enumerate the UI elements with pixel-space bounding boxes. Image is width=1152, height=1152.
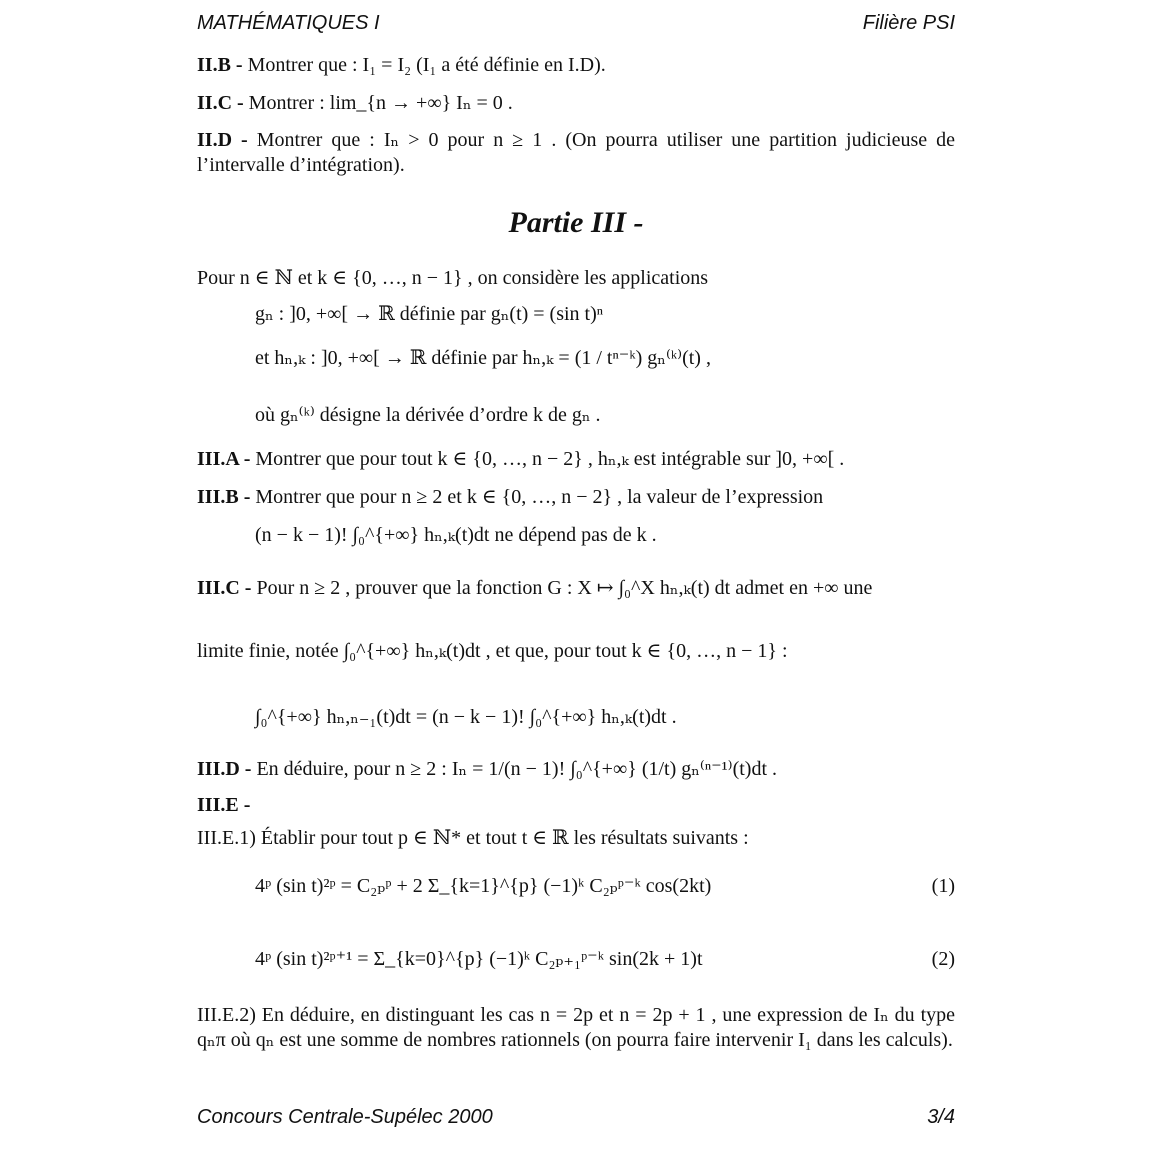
question-III-A bbox=[197, 447, 955, 472]
question-III-E-2: III.E.2) En déduire, en distinguant les cas n = 2p et n = 2p + 1 , une expression de Iₙ du type qₙπ où qₙ est une somme de nombres rationnels (on pourra faire intervenir I₁ dans les calculs). bbox=[197, 1004, 955, 1051]
intro-text: Pour n ∈ ℕ et k ∈ {0, …, n − 1} , on considère les applications bbox=[197, 267, 709, 289]
definition-g: gₙ : ]0, +∞[ → ℝ définie par gₙ(t) = (sin t)ⁿ bbox=[255, 303, 604, 325]
question-III-C bbox=[197, 576, 955, 601]
question-III-D bbox=[197, 757, 955, 782]
definition-h: et hₙ,ₖ : ]0, +∞[ → ℝ définie par hₙ,ₖ = (1 / tⁿ⁻ᵏ) gₙ⁽ᵏ⁾(t) , bbox=[255, 347, 711, 369]
question-text: Montrer que : I₁ = I₂ (I₁ a été définie en I.D). bbox=[247, 54, 606, 76]
question-label: III.B - bbox=[197, 486, 251, 508]
part-title: Partie III - bbox=[508, 206, 644, 239]
question-III-B bbox=[197, 485, 955, 510]
header-left: MATHÉMATIQUES I bbox=[197, 12, 380, 34]
question-label: II.B - bbox=[197, 54, 243, 76]
footer-left: Concours Centrale-Supélec 2000 bbox=[197, 1106, 493, 1128]
question-label: III.C - bbox=[197, 577, 252, 599]
page-number: 3/4 bbox=[927, 1106, 955, 1128]
header-right: Filière PSI bbox=[862, 12, 955, 34]
question-III-C-continued: limite finie, notée ∫₀^{+∞} hₙ,ₖ(t)dt , et que, pour tout k ∈ {0, …, n − 1} : bbox=[197, 640, 788, 662]
question-label: II.D - bbox=[197, 129, 248, 151]
question-III-E-1: III.E.1) Établir pour tout p ∈ ℕ* et tout t ∈ ℝ les résultats suivants : bbox=[197, 827, 749, 849]
question-text: Pour n ≥ 2 , prouver que la fonction G : X ↦ ∫₀^X hₙ,ₖ(t) dt admet en +∞ une bbox=[256, 577, 873, 599]
question-II-C bbox=[197, 91, 955, 116]
question-text: Montrer que : Iₙ > 0 pour n ≥ 1 . (On pourra utiliser une partition judicieuse de l’intervalle d’intégration). bbox=[197, 129, 956, 176]
question-text: En déduire, pour n ≥ 2 : Iₙ = 1/(n − 1)! ∫₀^{+∞} (1/t) gₙ⁽ⁿ⁻¹⁾(t)dt . bbox=[256, 758, 778, 780]
question-label: III.A - bbox=[197, 448, 251, 470]
equation-1: 4ᵖ (sin t)²ᵖ = C₂ₚᵖ + 2 Σ_{k=1}^{p} (−1)ᵏ C₂ₚᵖ⁻ᵏ cos(2kt) bbox=[255, 875, 712, 897]
question-text: Montrer : lim_{n → +∞} Iₙ = 0 . bbox=[248, 92, 513, 114]
equation-1-number: (1) bbox=[931, 875, 955, 897]
equation-2: 4ᵖ (sin t)²ᵖ⁺¹ = Σ_{k=0}^{p} (−1)ᵏ C₂ₚ₊₁ᵖ⁻ᵏ sin(2k + 1)t bbox=[255, 948, 703, 970]
question-label: II.C - bbox=[197, 92, 244, 114]
question-text: Montrer que pour tout k ∈ {0, …, n − 2} , hₙ,ₖ est intégrable sur ]0, +∞[ . bbox=[255, 448, 845, 470]
question-II-D bbox=[197, 128, 955, 178]
question-II-B bbox=[197, 53, 955, 78]
question-III-E-label: III.E - bbox=[197, 794, 251, 816]
definition-derivative: où gₙ⁽ᵏ⁾ désigne la dérivée d’ordre k de gₙ . bbox=[255, 404, 601, 426]
equation-2-number: (2) bbox=[931, 948, 955, 970]
question-label: III.D - bbox=[197, 758, 252, 780]
question-text: Montrer que pour n ≥ 2 et k ∈ {0, …, n − 2} , la valeur de l’expression bbox=[255, 486, 824, 508]
formula-III-B: (n − k − 1)! ∫₀^{+∞} hₙ,ₖ(t)dt ne dépend pas de k . bbox=[255, 524, 657, 546]
formula-III-C: ∫₀^{+∞} hₙ,ₙ₋₁(t)dt = (n − k − 1)! ∫₀^{+∞} hₙ,ₖ(t)dt . bbox=[255, 706, 677, 728]
